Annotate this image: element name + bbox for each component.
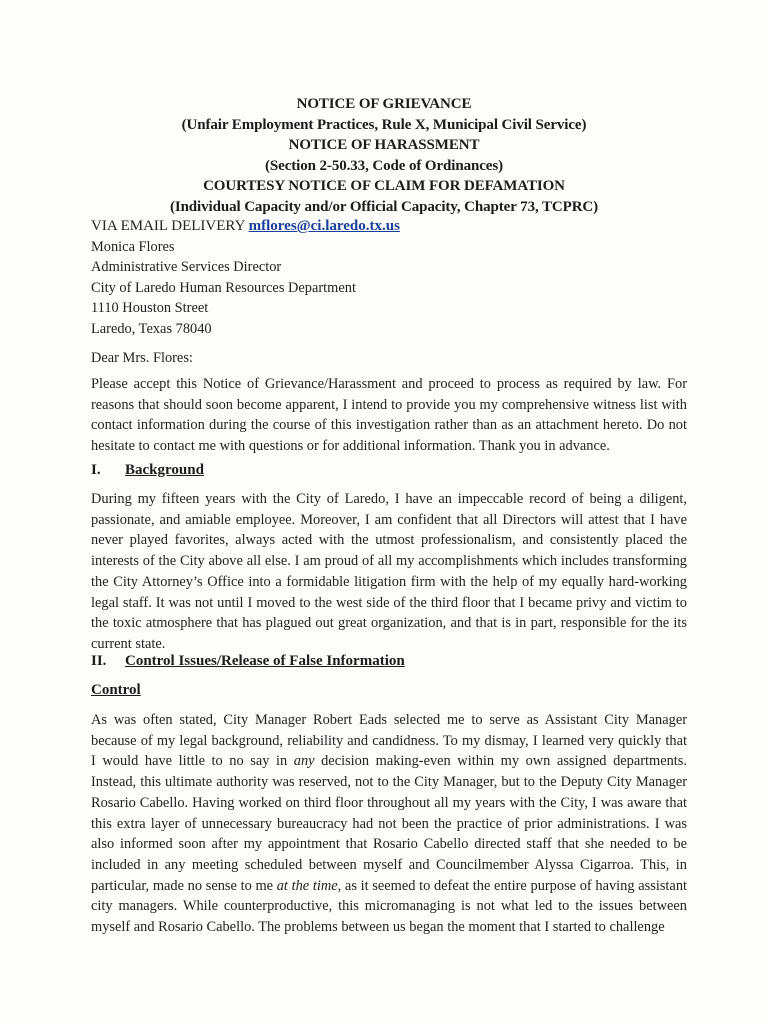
recipient-email-link[interactable]: mflores@ci.laredo.tx.us <box>248 218 400 234</box>
recipient-name: Monica Flores <box>91 238 175 255</box>
section-title: Control Issues/Release of False Information <box>125 653 405 669</box>
recipient-street: 1110 Houston Street <box>91 300 209 317</box>
background-paragraph: During my fifteen years with the City of Laredo, I have an impeccable record of being a diligent, passionate, and amiable employee. Moreover, I am confident that all Directors will attest that I have never played favorites, always acted with the utmost professionalism, and consistently placed the interests of the City above all else. I am proud of all my accomplishments which includes transforming the City Attorney’s Office into a formidable litigation firm with the help of my equally hard-working legal staff. It was not until I moved to the west side of the third floor that I became privy and victim to the toxic atmosphere that has plagued out great organization, and that is in part, responsible for the its current state. <box>91 491 687 652</box>
delivery-method-label: VIA EMAIL DELIVERY <box>91 218 245 234</box>
section-number: I. <box>91 462 101 478</box>
emphasis-at-the-time: at the time <box>276 877 338 894</box>
recipient-address-block <box>91 216 687 340</box>
control-paragraph <box>91 710 687 938</box>
recipient-city: Laredo, Texas 78040 <box>91 320 212 337</box>
salutation: Dear Mrs. Flores: <box>91 350 193 366</box>
section-heading-control-issues <box>91 651 405 671</box>
recipient-title: Administrative Services Director <box>91 259 282 276</box>
recipient-department: City of Laredo Human Resources Department <box>91 279 356 296</box>
header-subtitle-grievance: (Unfair Employment Practices, Rule X, Municipal Civil Service) <box>181 116 587 133</box>
emphasis-any: any <box>293 753 315 770</box>
subheading-control <box>91 680 141 700</box>
header-subtitle-harassment: (Section 2-50.33, Code of Ordinances) <box>265 157 503 174</box>
intro-paragraph: Please accept this Notice of Grievance/Harassment and proceed to process as required by law. For reasons that should soon become apparent, I intend to provide you my comprehensive witness list with contact information during the course of this investigation rather than as an attachment hereto. Do not hesitate to contact me with questions or for additional information. Thank you in advance. <box>91 376 687 455</box>
control-text-part: , as it seemed to defeat the entire purpose of having assistant city managers. While counterproductive, this micromanaging is not what led to the issues between myself and Rosario Cabello. The problems between us began the moment that I started to challenge <box>91 877 688 936</box>
subheading-title: Control <box>91 682 141 698</box>
header-subtitle-defamation: (Individual Capacity and/or Official Capacity, Chapter 73, TCPRC) <box>169 198 599 215</box>
header-title-defamation: COURTESY NOTICE OF CLAIM FOR DEFAMATION <box>203 178 565 194</box>
control-text-part: As was often stated, City Manager Robert Eads selected me to serve as Assistant City Manager because of my legal background, reliability and candidness. To my dismay, I learned very quickly that I would have little to no say in <box>91 712 687 770</box>
document-header <box>0 94 768 217</box>
section-number: II. <box>91 653 107 669</box>
control-text-part: decision making-even within my own assigned departments. Instead, this ultimate authority was reserved, not to the City Manager, but to the Deputy City Manager Rosario Cabello. Having worked on third floor throughout all my years with the City, I was aware that this extra layer of unnecessary bureaucracy had not been the practice of prior administrations. I was also informed soon after my appointment that Rosario Cabello directed staff that she needed to be included in any meeting scheduled between myself and Councilmember Alyssa Cigarroa. This, in particular, made no sense to me <box>91 753 687 894</box>
header-title-harassment: NOTICE OF HARASSMENT <box>288 137 480 153</box>
section-heading-background <box>91 460 204 480</box>
header-title-grievance: NOTICE OF GRIEVANCE <box>296 96 472 112</box>
delivery-line <box>91 216 687 237</box>
section-title: Background <box>125 462 204 478</box>
